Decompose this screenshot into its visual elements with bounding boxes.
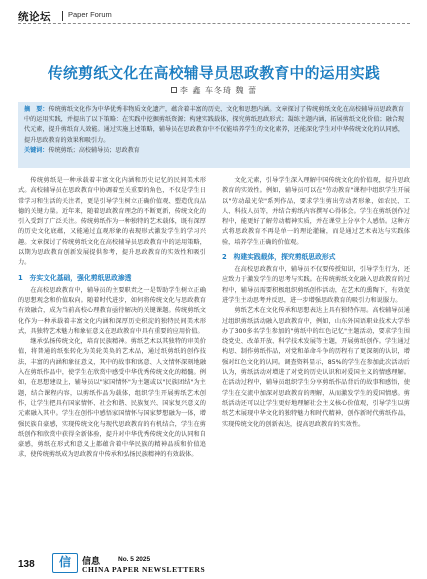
section-name-english: Paper Forum [68,10,112,19]
section-heading-1: 1 夯实文化基础，强化剪纸思政渗透 [18,273,132,282]
body-paragraph: 继承弘扬传统文化，培育民族精神。剪纸艺术以其独特的审美价值，将普通的纸张转化为美轮美奂的艺术品，通过纸剪纸的创作技法，丰富的内涵和象征意义，其中的故事和寓意、人文情怀深刻地融入在剪纸作品中，使学生在欣赏中感受中华优秀传统文化的精髓。例如，在思想建设上，辅导员以"家国情怀"为主题或以"民族团结"为主题，结合课程内容，以剪纸作品为载体，组织学生开展剪纸艺术创作，让学生把具有国家情怀、社会和谐、民族复兴、国家复兴意义的元素融入其中。学生在创作中感悟家国情怀与国家梦想融为一体，增强民族自豪感，实现传统文化与现代思政教育的有机结合，学生在剪纸创作和欣赏中获得全新体验，提升对中华优秀传统文化的认同和自豪感，剪纸在形式和意义上都蕴含着中华民族的精神品质和价值追求，使传统剪纸成为思政教育中传承和弘扬民族精神的有效载体。 [18,338,206,459]
left-column [18,176,206,546]
keywords-line [24,146,404,156]
abstract-paragraph [24,105,404,146]
header-rule [18,23,410,24]
abstract-text: 传统剪纸文化作为中华优秀非物质文化遗产，蕴含着丰富的历史、文化和思想内涵。文章探讨了传统剪纸文化在高校辅导员思政教育中的运用实践，并提出了以下策略：在实践中挖掘剪纸资源；构建实践载体，探究剪纸思政形式；凝练主题内涵，拓展剪纸文化价值；融合现代元素，提升剪纸育人效能。通过实施上述策略，辅导员在思政教育中不仅能培养学生的文化素养，还能深化学生对中华传统文化的认同感，提升思政教育的效果和吸引力。 [24,106,405,144]
author-line [18,85,410,96]
keywords-text: 传统剪纸；高校辅导员；思政教育 [48,146,140,154]
authors: 李 鑫 车冬琦 魏 蕾 [179,86,258,95]
section-name: 统论坛 [18,11,51,23]
article-title: 传统剪纸文化在高校辅导员思政教育中的运用实践 [47,65,381,82]
body-paragraph: 文化元素，引导学生深入理解中国传统文化的价值观，提升思政教育的实效性。例如，辅导员可以在"劳动教育"课程中组织学生开展以"劳动最光荣"系列作品，要求学生剪出劳动者形象，如农民、工人、科技人员等，并结合剪纸内容撰写心得体会。学生在剪纸创作过程中，能更好了解劳动精神实质，并在课堂上分享个人感悟。这种方式将思政教育不再是单一的理论灌输，而是通过艺术表达与实践体验，培养学生正确的价值观。 [222,177,410,246]
author-box-icon [171,87,177,93]
body-paragraph: 在高校思政教育中，辅导员不仅要传授知识，引导学生行为，还应致力于激发学生的思考与实践。在传统剪纸文化融入思政教育的过程中，辅导员需要积极组织剪纸创作活动，在艺术的熏陶下，有效促进学生主动思考并反思，进一步增强思政教育的吸引力和说服力。 [222,266,410,304]
section-heading-2: 2 构建实践载体，探究剪纸思政形式 [222,253,336,262]
issue-number: No. 5 2025 [118,556,151,563]
journal-logo-icon: 信 [52,553,78,573]
abstract-label: 摘 要： [24,106,49,113]
body-paragraph: 在高校思政教育中，辅导员的主要职责之一是帮助学生树立正确的思想观念和价值取向。随着时代进步，如何将传统文化与思政教育有效融合，成为当前高校心理教育亟待解决的关键课题。传统剪纸文化作为一种承载着丰富文化内涵和深厚历史积淀的独特民间美术形式，具独特艺术魅力和象征意义在思政教育中具有重要的应用价值。 [18,286,206,335]
abstract-box [18,102,410,168]
page-number: 138 [18,559,35,570]
page-header [18,9,410,27]
right-column [222,176,410,546]
body-paragraph: 剪纸艺术在文化传承和思想表达上具有独特作用。高校辅导员通过组织剪纸活动融入思政教育中，例如，山东外国语职业技术大学举办了300多名学生参加的"剪纸中的红色记忆"主题活动，要求学生围绕党史、改革开放、科学技术发展等主题，开展剪纸创作。学生通过构思、制作剪纸作品，对党和革命斗争的历程有了更深刻的认识，增强对红色文化的认同。调查资料显示，85%的学生在参加此次活动后认为，剪纸活动对增进了对党的历史认识和对爱国主义的情感理解。在活动过程中，辅导员组织学生分享剪纸作品背后的故事和感悟，使学生在交流中加深对思政教育的理解，从而激发学生的爱国情感。剪纸活动还可以让学生更好地理解社会主义核心价值观，引导学生以剪纸艺术展现中华文化的独特魅力和时代精神，创作新时代剪纸作品，实现传统文化的创新表达，提高思政教育的实效性。 [222,307,410,428]
intro-paragraph: 传统剪纸是一种承载着丰富文化内涵和历史记忆的民间美术形式。高校辅导员在思政教育中协调着至关重要的角色，不仅是学生日常学习和生活的关注者，更是引导学生树立正确价值观、塑造优良品德的关键力量。近年来，随着思政教育理念的不断更新，传统文化的引入受到了广泛关注。传统剪纸作为一种独特的艺术载体，既有深厚的历史文化底蕴，又能通过直观形象的表现形式激发学生的学习兴趣。文章探讨了传统剪纸文化在高校辅导员思政教育中的运用策略，以期为思政教育创新发展提供参考，提升思政教育的实效性和吸引力。 [18,177,206,267]
keywords-label: 关键词： [24,146,49,154]
page-footer [18,553,410,575]
publication-name-english: CHINA PAPER NEWSLETTERS [82,565,206,574]
publication-name: 信息 [82,557,101,567]
header-separator [62,11,63,21]
